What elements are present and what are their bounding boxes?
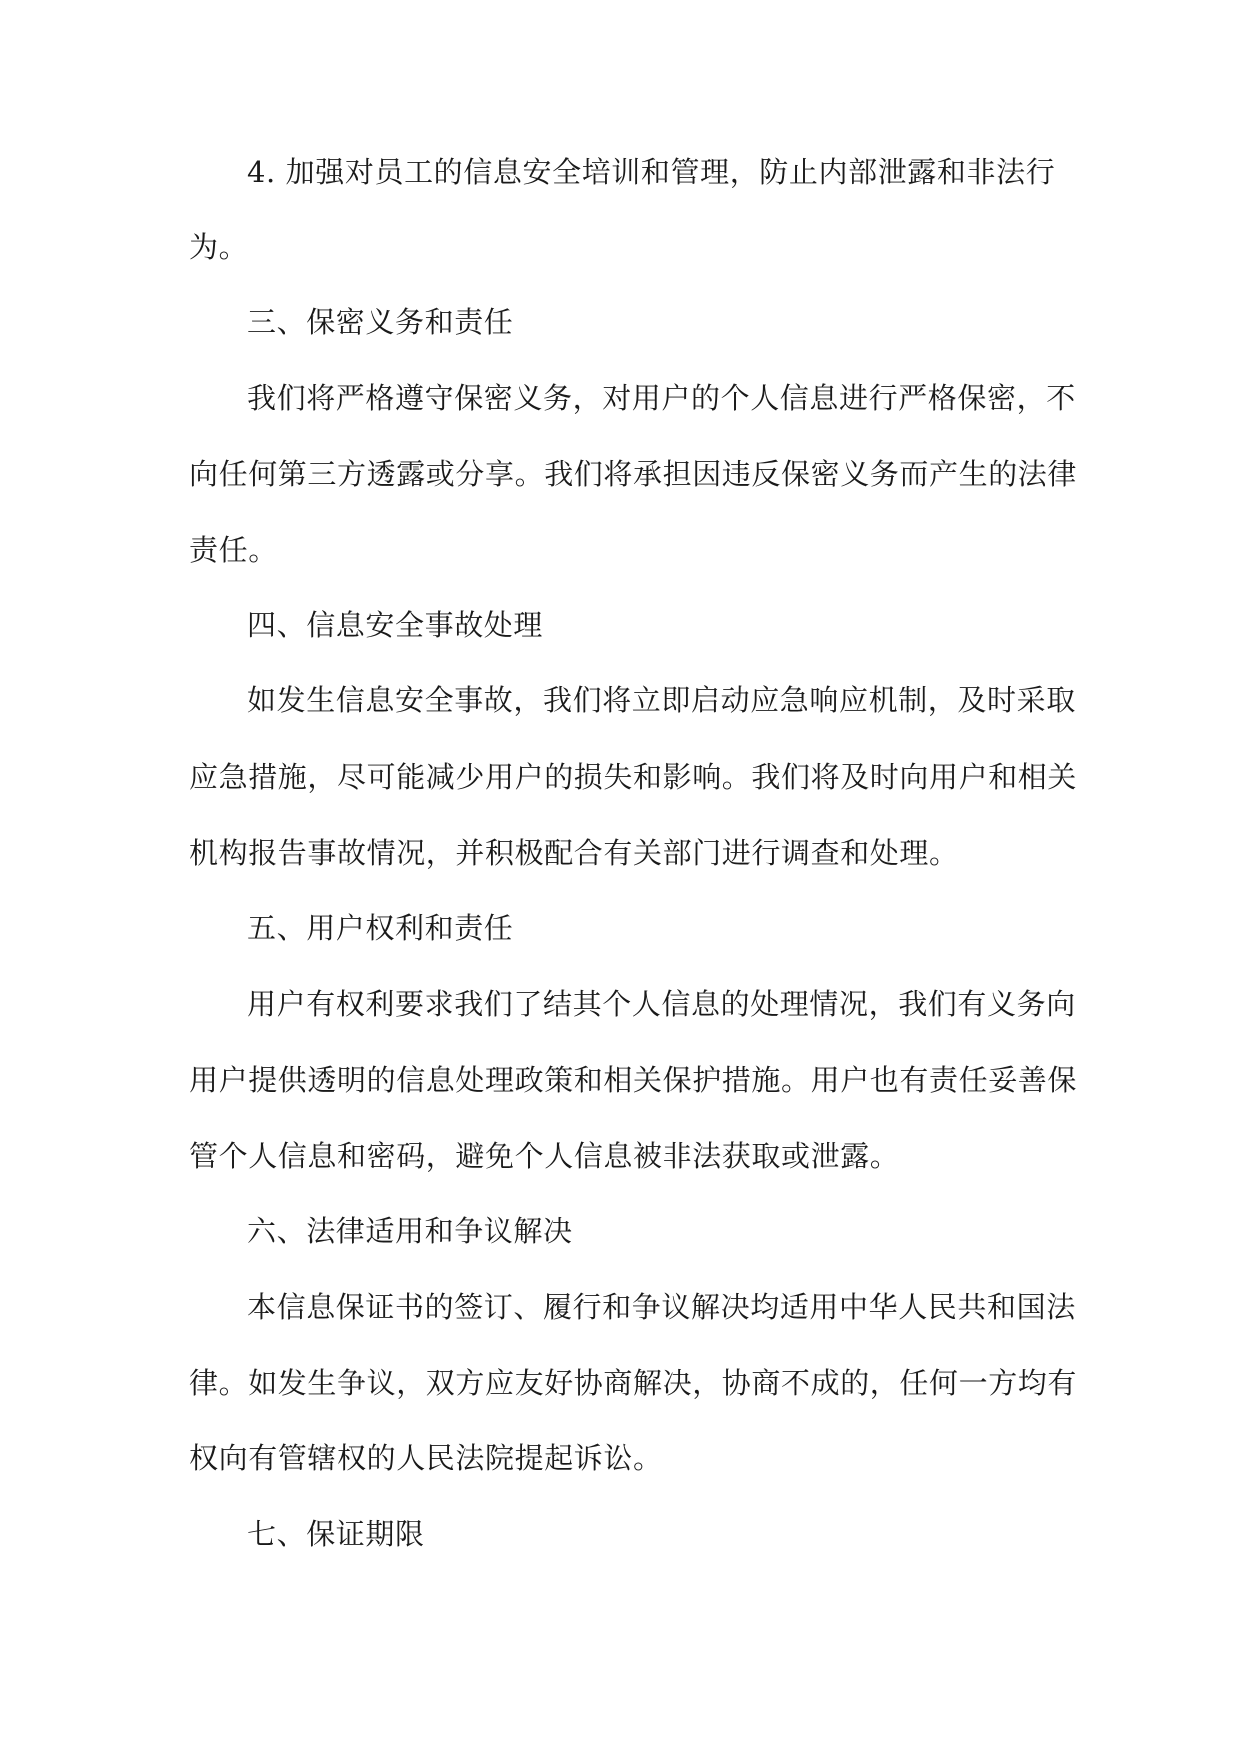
- paragraph-line: 为。: [189, 230, 249, 264]
- paragraph-line: 用户提供透明的信息处理政策和相关保护措施。用户也有责任妥善保: [189, 1063, 1078, 1097]
- paragraph-line: 律。如发生争议，双方应友好协商解决，协商不成的，任何一方均有: [189, 1366, 1078, 1400]
- paragraph-line: 用户有权利要求我们了结其个人信息的处理情况，我们有义务向: [247, 987, 1076, 1021]
- paragraph-line: 向任何第三方透露或分享。我们将承担因违反保密义务而产生的法律: [189, 457, 1078, 491]
- paragraph-line: 应急措施，尽可能减少用户的损失和影响。我们将及时向用户和相关: [189, 760, 1078, 794]
- paragraph-line: 权向有管辖权的人民法院提起诉讼。: [189, 1441, 663, 1475]
- section-heading: 七、保证期限: [247, 1517, 425, 1551]
- section-heading: 五、用户权利和责任: [247, 911, 514, 945]
- paragraph-line: 我们将严格遵守保密义务，对用户的个人信息进行严格保密，不: [247, 381, 1076, 415]
- paragraph-line: 责任。: [189, 533, 278, 567]
- paragraph-line: 管个人信息和密码，避免个人信息被非法获取或泄露。: [189, 1139, 900, 1173]
- paragraph-line: 本信息保证书的签订、履行和争议解决均适用中华人民共和国法: [247, 1290, 1076, 1324]
- paragraph-line: 4. 加强对员工的信息安全培训和管理，防止内部泄露和非法行: [247, 155, 1056, 189]
- paragraph-line: 如发生信息安全事故，我们将立即启动应急响应机制，及时采取: [247, 683, 1076, 717]
- section-heading: 三、保密义务和责任: [247, 305, 514, 339]
- section-heading: 四、信息安全事故处理: [247, 608, 544, 642]
- section-heading: 六、法律适用和争议解决: [247, 1214, 573, 1248]
- paragraph-line: 机构报告事故情况，并积极配合有关部门进行调查和处理。: [189, 836, 959, 870]
